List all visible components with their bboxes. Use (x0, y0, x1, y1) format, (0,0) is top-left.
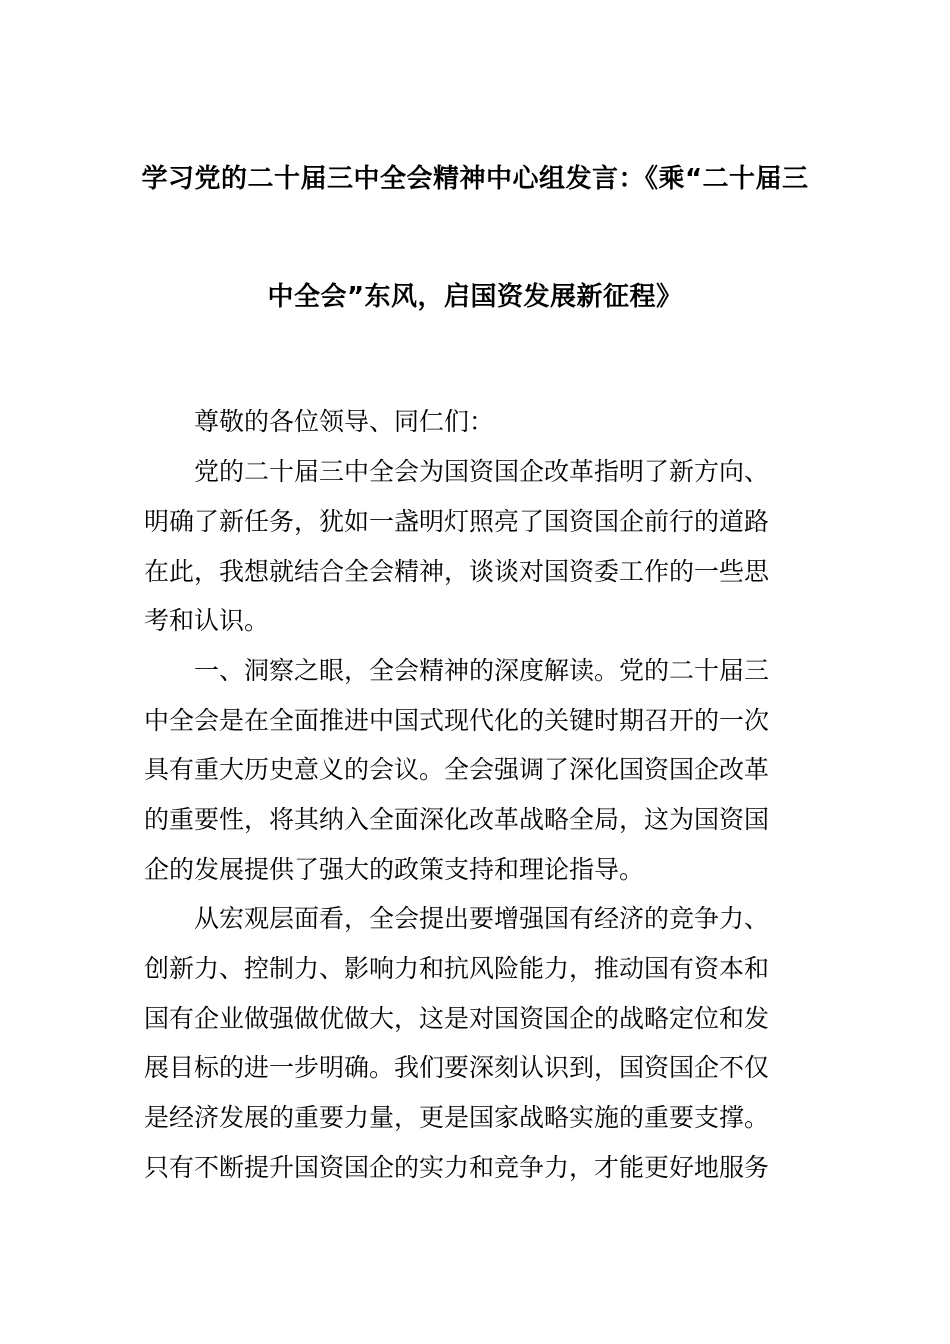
paragraph-line: 只有不断提升国资国企的实力和竞争力，才能更好地服务 (144, 1153, 770, 1182)
paragraph-line: 考和认识。 (144, 606, 270, 635)
paragraph-line: 国有企业做强做优做大，这是对国资国企的战略定位和发 (144, 1004, 770, 1033)
document-title-line-2: 中全会”东风，启国资发展新征程》 (267, 282, 683, 312)
document-title-line-1: 学习党的二十届三中全会精神中心组发言：《乘“二十届三 (141, 164, 809, 194)
paragraph-line: 在此，我想就结合全会精神，谈谈对国资委工作的一些思 (144, 557, 770, 586)
paragraph-line: 展目标的进一步明确。我们要深刻认识到，国资国企不仅 (144, 1053, 770, 1082)
salutation: 尊敬的各位领导、同仁们： (194, 407, 495, 436)
paragraph-line: 创新力、控制力、影响力和抗风险能力，推动国有资本和 (144, 954, 770, 983)
paragraph-line: 从宏观层面看，全会提出要增强国有经济的竞争力、 (194, 904, 770, 933)
paragraph-line: 明确了新任务，犹如一盏明灯照亮了国资国企前行的道路 (144, 507, 770, 536)
paragraph-line: 一、洞察之眼，全会精神的深度解读。党的二十届三 (194, 656, 770, 685)
paragraph-line: 的重要性，将其纳入全面深化改革战略全局，这为国资国 (144, 805, 770, 834)
paragraph-line: 具有重大历史意义的会议。全会强调了深化国资国企改革 (144, 755, 770, 784)
paragraph-line: 党的二十届三中全会为国资国企改革指明了新方向、 (194, 457, 770, 486)
paragraph-line: 企的发展提供了强大的政策支持和理论指导。 (144, 855, 645, 884)
paragraph-line: 是经济发展的重要力量，更是国家战略实施的重要支撑。 (144, 1103, 770, 1132)
paragraph-line: 中全会是在全面推进中国式现代化的关键时期召开的一次 (144, 706, 770, 735)
